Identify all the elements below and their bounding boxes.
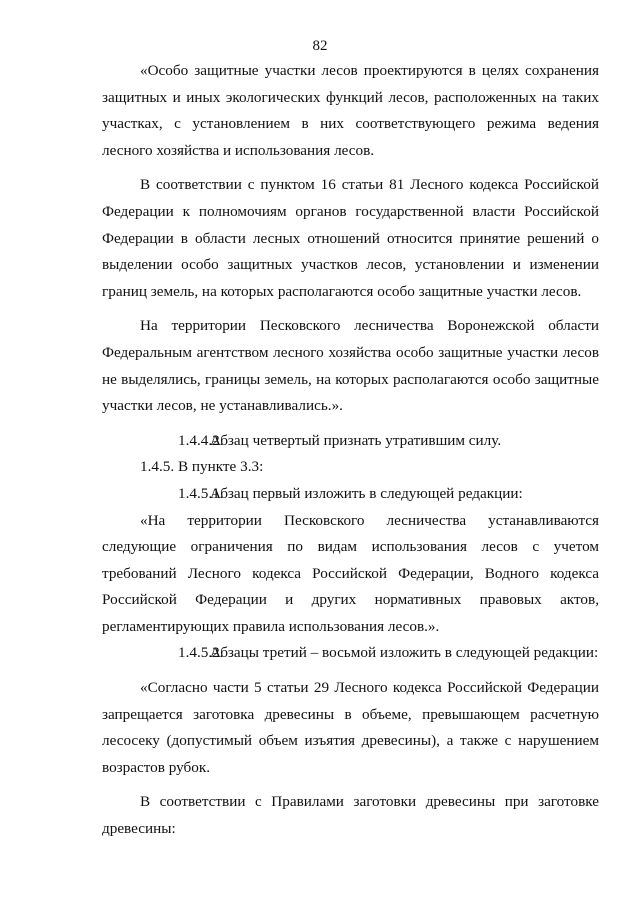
paragraph-peskovskoe-territory: На территории Песковского лесничества Воронежской области Федеральным агентством лесного хозяйства особо защитные участки лесов не выделялись, границы земель, на которых располагаются особо защитные участки лесов, не устанавливались.». [102,317,599,415]
paragraph-1-4-5-1 [102,481,599,508]
paragraph-1-4-5-2 [102,640,599,667]
paragraph-restrictions: «На территории Песковского лесничества устанавливаются следующие ограничения по видам использования лесов с учетом требований Лесного кодекса Российской Федерации, Водного кодекса Российской Федерации и других нормативных правовых актов, регламентирующих правила использования лесов.». [102,511,599,635]
paragraph-forest-code-article-29: «Согласно части 5 статьи 29 Лесного кодекса Российской Федерации запрещается заготовка древесины в объеме, превышающем расчетную лесосеку (допустимый объем изъятия древесины), а также с нарушением возрастов рубок. [102,679,599,776]
document-body [102,58,599,843]
clause-text: Абзацы третий – восьмой изложить в следующей редакции: [210,644,599,662]
clause-number: 1.4.4.2. [178,431,224,449]
paragraph-1-4-4-2 [102,428,599,455]
paragraph-harvesting-rules: В соответствии с Правилами заготовки древесины при заготовке древесины: [102,793,599,838]
paragraph-forest-code-authority: В соответствии с пунктом 16 статьи 81 Лесного кодекса Российской Федерации к полномочиям органов государственной власти Российской Федерации в области лесных отношений относится принятие решений о выделении особо защитных участков лесов, установлении и изменении границ земель, на которых располагаются особо защитные участки лесов. [102,176,599,300]
page-number: 82 [312,38,328,54]
clause-number: 1.4.5.2. [178,644,224,662]
paragraph-1-4-5: 1.4.5. В пункте 3.3: [140,458,264,476]
paragraph-protective-areas: «Особо защитные участки лесов проектируются в целях сохранения защитных и иных экологических функций лесов, расположенных на таких участках, с установлением в них соответствующего режима ведения лесного хозяйства и использования лесов. [102,62,599,159]
clause-text: Абзац первый изложить в следующей редакции: [210,484,523,502]
clause-number: 1.4.5.1. [178,484,224,502]
clause-text: Абзац четвертый признать утратившим силу. [210,431,502,449]
